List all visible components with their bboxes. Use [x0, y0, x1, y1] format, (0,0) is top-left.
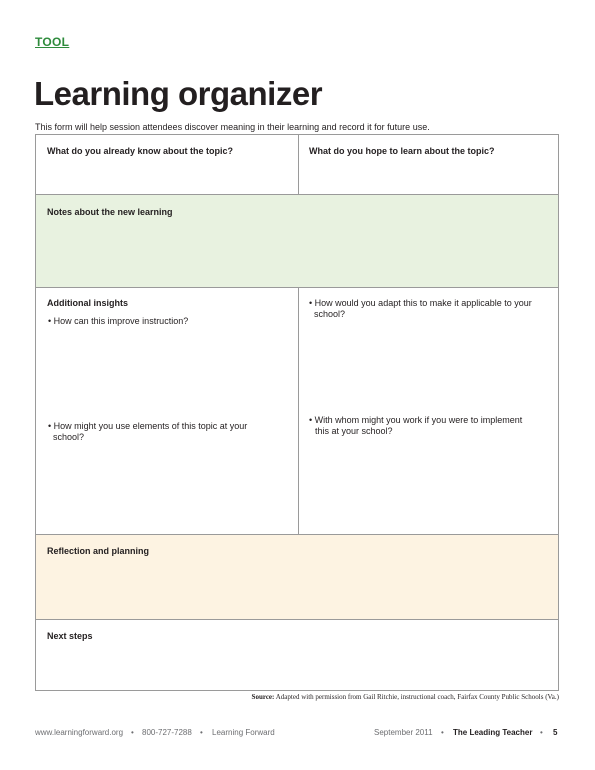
footer-separator: •	[200, 728, 203, 737]
source-note	[252, 693, 559, 701]
question-elements	[48, 421, 247, 443]
question-improve: • How can this improve instruction?	[48, 316, 189, 326]
insights-label: Additional insights	[47, 298, 128, 308]
question-elements-line1: • How might you use elements of this topic at your	[48, 421, 248, 431]
next-steps-label: Next steps	[47, 631, 93, 641]
intro-text: This form will help session attendees discover meaning in their learning and record it for future use.	[35, 122, 430, 132]
footer-phone: 800-727-7288	[142, 728, 192, 737]
source-text: Adapted with permission from Gail Ritchie, instructional coach, Fairfax County Public Schools (Va.)	[275, 693, 559, 701]
hope-label: What do you hope to learn about the topic?	[309, 146, 495, 156]
reflection-label: Reflection and planning	[47, 546, 150, 556]
footer-date: September 2011	[374, 728, 433, 737]
question-adapt-line2: school?	[314, 309, 346, 319]
footer-separator: •	[540, 728, 543, 737]
question-adapt	[309, 298, 532, 320]
divider	[36, 619, 558, 620]
question-whom	[309, 415, 522, 437]
notes-label: Notes about the new learning	[47, 207, 173, 217]
page-title: Learning organizer	[34, 75, 323, 112]
question-whom-line2: this at your school?	[315, 426, 393, 436]
divider	[298, 288, 299, 534]
question-elements-line2: school?	[53, 432, 85, 442]
footer-separator: •	[441, 728, 444, 737]
tool-label: TOOL	[35, 35, 70, 49]
question-adapt-line1: • How would you adapt this to make it applicable to your	[309, 298, 532, 308]
page-number: 5	[553, 728, 558, 737]
divider	[36, 287, 558, 288]
divider	[298, 135, 299, 195]
know-label: What do you already know about the topic?	[47, 146, 234, 156]
footer-website[interactable]: www.learningforward.org	[35, 728, 124, 737]
source-label: Source:	[251, 693, 275, 701]
footer-separator: •	[131, 728, 134, 737]
footer-publication: The Leading Teacher	[453, 728, 533, 737]
footer-org: Learning Forward	[212, 728, 275, 737]
learning-organizer-form	[35, 134, 559, 691]
question-whom-line1: • With whom might you work if you were to implement	[309, 415, 523, 425]
